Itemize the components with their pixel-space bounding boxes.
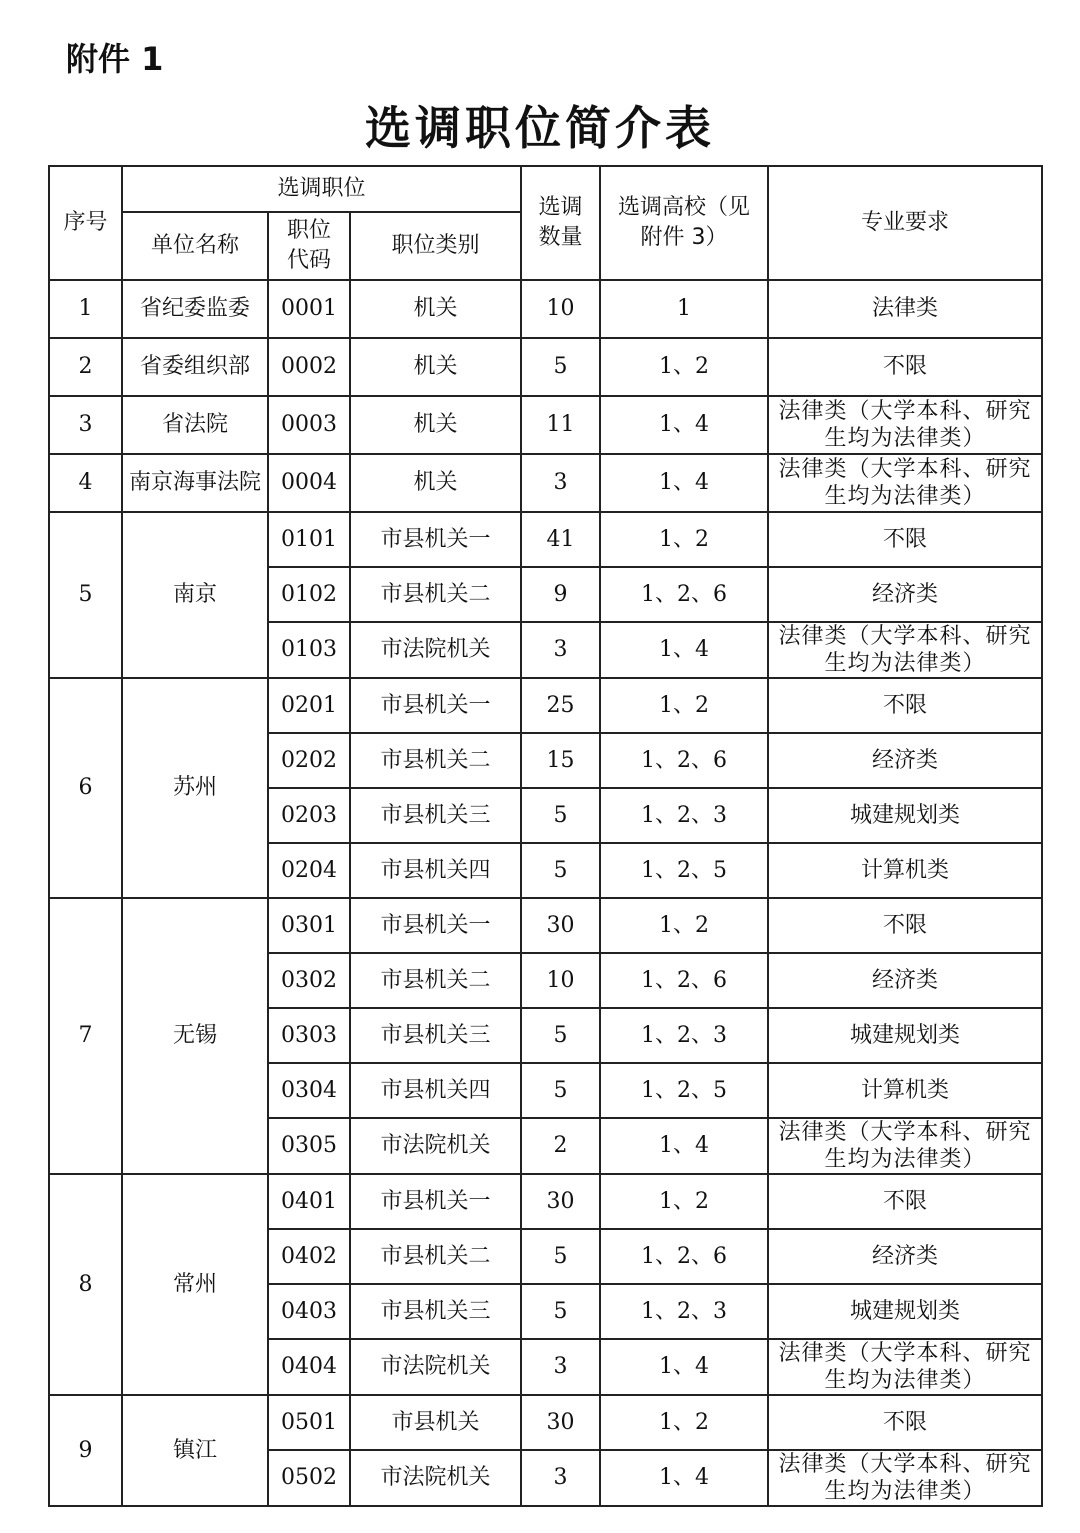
cell-code: 0502	[268, 1450, 350, 1506]
cell-count: 5	[521, 1063, 600, 1118]
table-row	[49, 338, 1042, 396]
cell-universities: 1、2、6	[600, 1229, 768, 1284]
cell-code: 0102	[268, 567, 350, 622]
cell-count: 5	[521, 1008, 600, 1063]
table-row	[49, 678, 1042, 733]
header-unit-name: 单位名称	[122, 212, 268, 280]
cell-category: 机关	[350, 396, 521, 454]
cell-universities: 1、4	[600, 1118, 768, 1174]
cell-universities: 1、2、6	[600, 953, 768, 1008]
table-row	[49, 512, 1042, 567]
table-row	[49, 1395, 1042, 1450]
cell-universities: 1、4	[600, 1339, 768, 1395]
cell-category: 市县机关一	[350, 678, 521, 733]
cell-category: 市县机关二	[350, 1229, 521, 1284]
cell-count: 10	[521, 280, 600, 338]
cell-code: 0004	[268, 454, 350, 512]
cell-count: 15	[521, 733, 600, 788]
cell-count: 3	[521, 1450, 600, 1506]
cell-universities: 1、2	[600, 512, 768, 567]
cell-universities: 1、2	[600, 338, 768, 396]
header-category: 职位类别	[350, 212, 521, 280]
cell-category: 市法院机关	[350, 622, 521, 678]
cell-universities: 1、2、6	[600, 733, 768, 788]
cell-code: 0305	[268, 1118, 350, 1174]
cell-major: 法律类（大学本科、研究生均为法律类）	[768, 1118, 1042, 1174]
cell-category: 市县机关	[350, 1395, 521, 1450]
cell-category: 市法院机关	[350, 1118, 521, 1174]
cell-category: 机关	[350, 338, 521, 396]
cell-category: 市法院机关	[350, 1339, 521, 1395]
cell-code: 0302	[268, 953, 350, 1008]
cell-category: 市县机关一	[350, 512, 521, 567]
cell-major: 经济类	[768, 567, 1042, 622]
cell-code: 0203	[268, 788, 350, 843]
cell-count: 5	[521, 843, 600, 898]
cell-code: 0101	[268, 512, 350, 567]
cell-code: 0403	[268, 1284, 350, 1339]
cell-count: 3	[521, 622, 600, 678]
cell-universities: 1、4	[600, 622, 768, 678]
cell-count: 10	[521, 953, 600, 1008]
cell-seq: 8	[49, 1174, 122, 1395]
cell-universities: 1、2、5	[600, 843, 768, 898]
cell-category: 市县机关四	[350, 843, 521, 898]
cell-universities: 1、4	[600, 396, 768, 454]
cell-major: 城建规划类	[768, 788, 1042, 843]
cell-unit: 镇江	[122, 1395, 268, 1506]
cell-universities: 1、2、3	[600, 788, 768, 843]
cell-seq: 6	[49, 678, 122, 898]
cell-major: 经济类	[768, 953, 1042, 1008]
cell-category: 市县机关二	[350, 733, 521, 788]
cell-count: 3	[521, 1339, 600, 1395]
table-row	[49, 898, 1042, 953]
cell-major: 不限	[768, 338, 1042, 396]
cell-code: 0003	[268, 396, 350, 454]
cell-universities: 1、4	[600, 1450, 768, 1506]
cell-code: 0404	[268, 1339, 350, 1395]
cell-major: 经济类	[768, 733, 1042, 788]
cell-major: 法律类（大学本科、研究生均为法律类）	[768, 1450, 1042, 1506]
header-count: 选调数量	[521, 166, 600, 280]
table-row	[49, 396, 1042, 454]
cell-category: 市县机关四	[350, 1063, 521, 1118]
cell-major: 法律类（大学本科、研究生均为法律类）	[768, 622, 1042, 678]
cell-count: 5	[521, 1229, 600, 1284]
cell-universities: 1、2、3	[600, 1008, 768, 1063]
cell-count: 41	[521, 512, 600, 567]
cell-count: 5	[521, 338, 600, 396]
cell-universities: 1、2、3	[600, 1284, 768, 1339]
cell-major: 法律类（大学本科、研究生均为法律类）	[768, 1339, 1042, 1395]
cell-code: 0201	[268, 678, 350, 733]
cell-universities: 1、2、5	[600, 1063, 768, 1118]
cell-universities: 1、2	[600, 898, 768, 953]
cell-seq: 5	[49, 512, 122, 678]
header-universities: 选调高校（见附件 3）	[600, 166, 768, 280]
cell-unit: 无锡	[122, 898, 268, 1174]
page-title: 选调职位简介表	[365, 101, 715, 155]
cell-major: 不限	[768, 512, 1042, 567]
cell-code: 0303	[268, 1008, 350, 1063]
table-row	[49, 1174, 1042, 1229]
cell-major: 不限	[768, 898, 1042, 953]
cell-count: 25	[521, 678, 600, 733]
cell-unit: 南京海事法院	[122, 454, 268, 512]
cell-seq: 4	[49, 454, 122, 512]
cell-category: 市县机关三	[350, 1284, 521, 1339]
header-code: 职位代码	[268, 212, 350, 280]
cell-category: 机关	[350, 280, 521, 338]
cell-code: 0202	[268, 733, 350, 788]
cell-universities: 1	[600, 280, 768, 338]
attachment-label: 附件 1	[66, 40, 164, 78]
cell-unit: 省委组织部	[122, 338, 268, 396]
cell-count: 30	[521, 1395, 600, 1450]
cell-code: 0103	[268, 622, 350, 678]
cell-count: 3	[521, 454, 600, 512]
cell-count: 5	[521, 1284, 600, 1339]
cell-major: 城建规划类	[768, 1284, 1042, 1339]
cell-seq: 1	[49, 280, 122, 338]
header-major: 专业要求	[768, 166, 1042, 280]
cell-universities: 1、2	[600, 678, 768, 733]
cell-major: 法律类（大学本科、研究生均为法律类）	[768, 454, 1042, 512]
cell-category: 市县机关一	[350, 898, 521, 953]
cell-category: 市县机关一	[350, 1174, 521, 1229]
cell-category: 市县机关三	[350, 1008, 521, 1063]
cell-major: 计算机类	[768, 1063, 1042, 1118]
cell-code: 0401	[268, 1174, 350, 1229]
cell-code: 0402	[268, 1229, 350, 1284]
cell-universities: 1、2	[600, 1395, 768, 1450]
cell-major: 法律类（大学本科、研究生均为法律类）	[768, 396, 1042, 454]
cell-unit: 常州	[122, 1174, 268, 1395]
cell-unit: 苏州	[122, 678, 268, 898]
cell-unit: 省法院	[122, 396, 268, 454]
cell-count: 30	[521, 898, 600, 953]
cell-major: 不限	[768, 1174, 1042, 1229]
cell-universities: 1、2、6	[600, 567, 768, 622]
cell-count: 30	[521, 1174, 600, 1229]
table-row	[49, 280, 1042, 338]
cell-category: 市县机关二	[350, 567, 521, 622]
cell-universities: 1、2	[600, 1174, 768, 1229]
cell-count: 11	[521, 396, 600, 454]
table-row	[49, 454, 1042, 512]
cell-unit: 南京	[122, 512, 268, 678]
cell-count: 2	[521, 1118, 600, 1174]
header-position-group: 选调职位	[122, 166, 521, 212]
cell-count: 9	[521, 567, 600, 622]
cell-count: 5	[521, 788, 600, 843]
cell-seq: 2	[49, 338, 122, 396]
cell-major: 不限	[768, 1395, 1042, 1450]
cell-code: 0002	[268, 338, 350, 396]
cell-universities: 1、4	[600, 454, 768, 512]
cell-category: 市县机关三	[350, 788, 521, 843]
cell-code: 0304	[268, 1063, 350, 1118]
cell-category: 机关	[350, 454, 521, 512]
cell-code: 0001	[268, 280, 350, 338]
cell-category: 市县机关二	[350, 953, 521, 1008]
cell-unit: 省纪委监委	[122, 280, 268, 338]
cell-category: 市法院机关	[350, 1450, 521, 1506]
position-table	[48, 165, 1043, 1507]
cell-seq: 7	[49, 898, 122, 1174]
cell-seq: 9	[49, 1395, 122, 1506]
cell-major: 不限	[768, 678, 1042, 733]
cell-code: 0501	[268, 1395, 350, 1450]
cell-major: 城建规划类	[768, 1008, 1042, 1063]
cell-major: 法律类	[768, 280, 1042, 338]
cell-seq: 3	[49, 396, 122, 454]
cell-major: 计算机类	[768, 843, 1042, 898]
cell-major: 经济类	[768, 1229, 1042, 1284]
cell-code: 0301	[268, 898, 350, 953]
header-seq: 序号	[49, 166, 122, 280]
cell-code: 0204	[268, 843, 350, 898]
table-body	[49, 280, 1042, 1506]
